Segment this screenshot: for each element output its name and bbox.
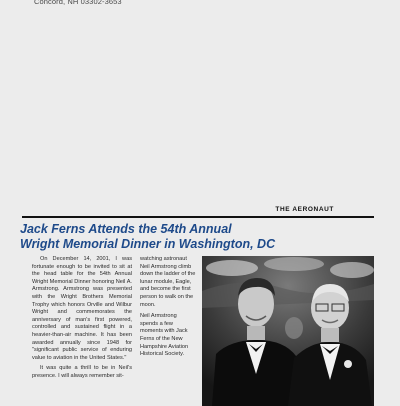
article-column-2 xyxy=(140,256,196,363)
article-headline xyxy=(20,222,380,252)
headline-line-2: Wright Memorial Dinner in Washington, DC xyxy=(20,237,276,251)
section-label: THE AERONAUT xyxy=(275,206,334,213)
article-paragraph-1: On December 14, 2001, I was fortunate enough to be invited to sit at the head table for the 54th Annual Wright Memorial Dinner honoring Neil A. Armstrong. Armstrong was presented with the Wright Brothers Memorial Trophy which honors Orville and Wilbur Wright and commemorates the anniversary of man's first powered, controlled and sustained flight in a heavier-than-air machine. It has been awarded annually since 1948 for "significant public service of enduring value to aviation in the United States." xyxy=(32,256,132,361)
headline-line-1: Jack Ferns Attends the 54th Annual xyxy=(20,222,232,236)
event-photo xyxy=(202,256,374,406)
article-paragraph-2: It was quite a thrill to be in Neil's presence. I will always remember sit- xyxy=(32,365,132,379)
blank-area xyxy=(12,8,388,198)
section-rule xyxy=(22,216,374,218)
article-column-1 xyxy=(32,256,132,384)
article-continuation: watching astronaut Neil Armstrong climb down the ladder of the lunar module, Eagle, and become the first person to walk on the moon. xyxy=(140,256,196,308)
photo-caption: Neil Armstrong spends a few moments with Jack Ferns of the New Hampshire Aviation Historical Society. xyxy=(140,313,189,358)
photo-illustration xyxy=(202,256,374,406)
mailing-address: Concord, NH 03302-3653 xyxy=(34,0,122,6)
section-header xyxy=(22,206,374,216)
